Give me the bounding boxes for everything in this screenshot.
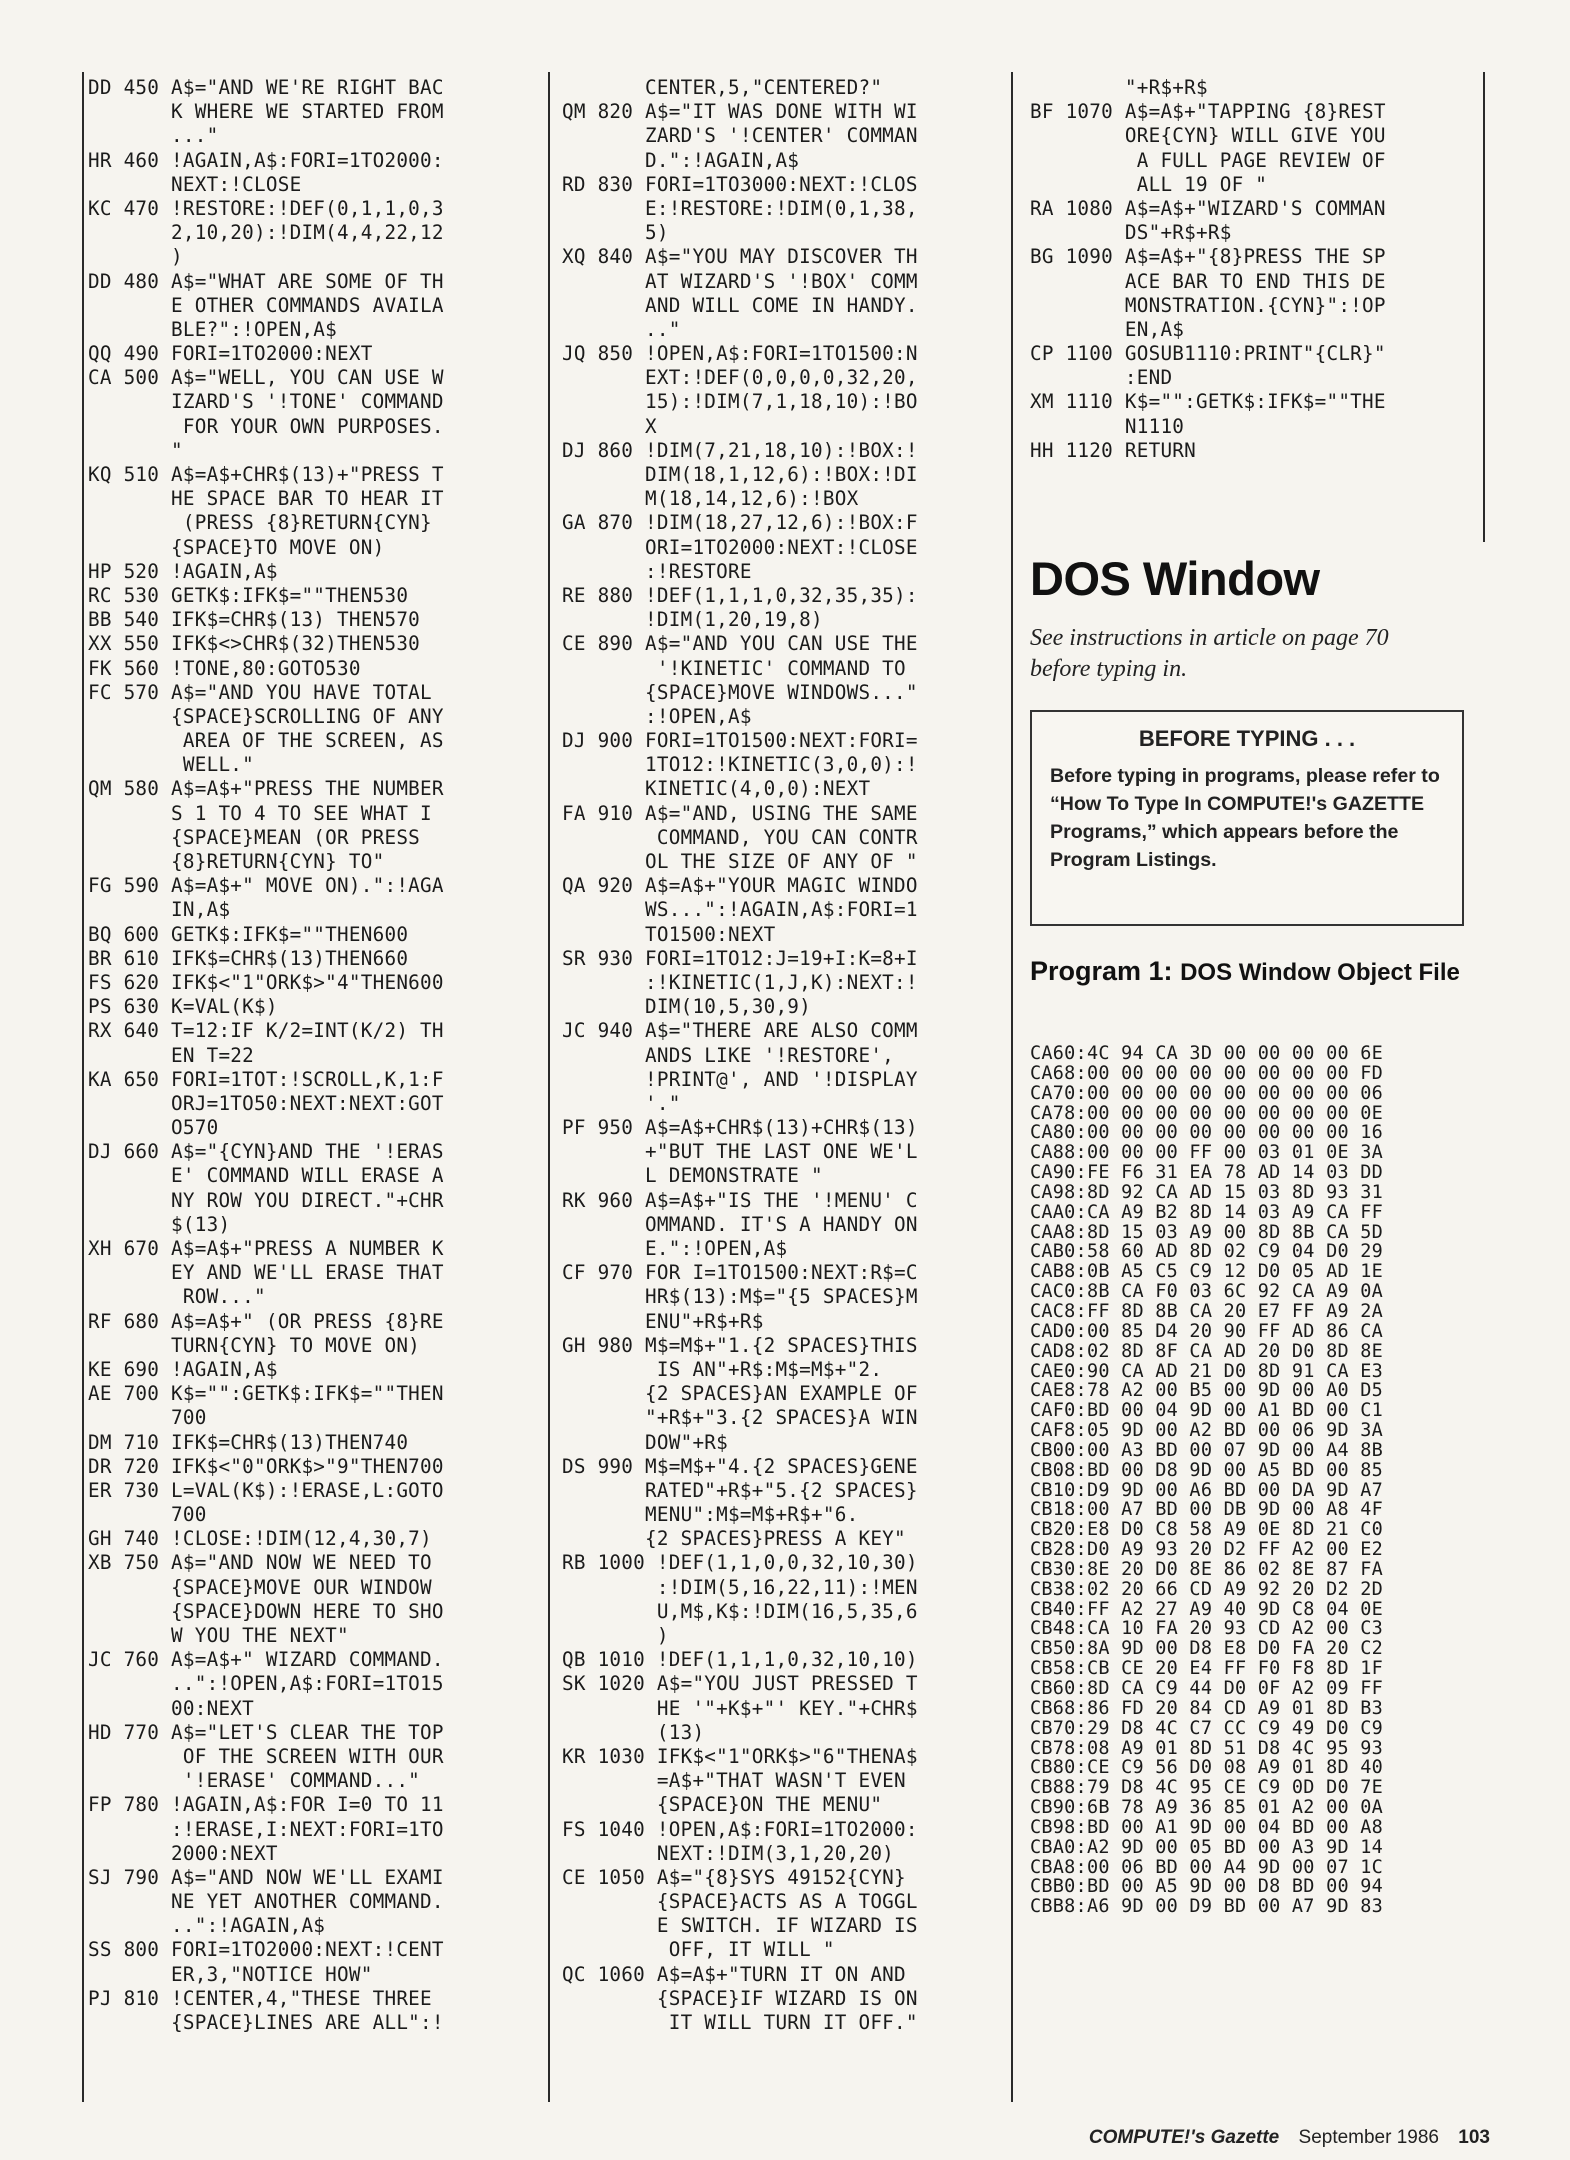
code-line: 700 — [88, 1503, 207, 1527]
code-line: DJ 900 FORI=1TO1500:NEXT:FORI= — [562, 729, 918, 753]
code-line: ANDS LIKE '!RESTORE', — [562, 1043, 895, 1067]
code-line: KQ 510 A$=A$+CHR$(13)+"PRESS T — [88, 463, 444, 486]
code-line: CBA0:A2 9D 00 05 BD 00 A3 9D 14 — [1030, 1837, 1384, 1858]
code-line: (PRESS {8}RETURN{CYN} — [88, 511, 432, 535]
code-line: ZARD'S '!CENTER' COMMAN — [562, 124, 918, 148]
code-line: KA 650 FORI=1TOT:!SCROLL,K,1:F — [88, 1067, 444, 1091]
code-line: SR 930 FORI=1TO12:J=19+I:K=8+I — [562, 946, 918, 970]
code-line: M(18,14,12,6):!BOX — [562, 487, 859, 511]
code-line: CA 500 A$="WELL, YOU CAN USE W — [88, 366, 444, 390]
code-line: BLE?":!OPEN,A$ — [88, 317, 338, 341]
before-typing-box — [1030, 710, 1464, 926]
code-line: ) — [562, 1624, 669, 1647]
code-line: IN,A$ — [88, 898, 231, 922]
code-line: :!KINETIC(1,J,K):NEXT:! — [562, 970, 918, 994]
code-line: 15):!DIM(7,1,18,10):!BO — [562, 390, 918, 414]
code-line: :!ERASE,I:NEXT:FORI=1TO — [88, 1817, 444, 1841]
code-line: OFF, IT WILL " — [562, 1938, 835, 1962]
code-line: N1110 — [1030, 414, 1185, 438]
code-line: COMMAND, YOU CAN CONTR — [562, 825, 918, 849]
code-line: CA98:8D 92 CA AD 15 03 8D 93 31 — [1030, 1182, 1384, 1203]
code-line: FG 590 A$=A$+" MOVE ON).":!AGA — [88, 874, 444, 898]
before-typing-body: Before typing in programs, please refer to “How To Type In COMPUTE!'s GAZETTE Programs,” which appears before the Program Listings. — [1050, 765, 1440, 871]
code-line: ORI=1TO2000:NEXT:!CLOSE — [562, 535, 918, 559]
code-line: FS 1040 !OPEN,A$:FORI=1TO2000: — [562, 1817, 918, 1841]
code-line: E OTHER COMMANDS AVAILA — [88, 293, 444, 317]
code-line: E:!RESTORE:!DIM(0,1,38, — [562, 196, 918, 220]
code-line: :!RESTORE — [562, 559, 752, 583]
code-line: HR 460 !AGAIN,A$:FORI=1TO2000: — [88, 148, 444, 172]
code-line: ..":!OPEN,A$:FORI=1TO15 — [88, 1672, 444, 1696]
code-line: E' COMMAND WILL ERASE A — [88, 1164, 444, 1188]
listing-column-3 — [1030, 76, 1480, 463]
code-line: CAC0:8B CA F0 03 6C 92 CA A9 0A — [1030, 1282, 1384, 1302]
code-line: L DEMONSTRATE " — [562, 1164, 823, 1188]
code-line: PF 950 A$=A$+CHR$(13)+CHR$(13) — [562, 1116, 918, 1140]
code-line: ER,3,"NOTICE HOW" — [88, 1962, 373, 1986]
code-line: CBA8:00 06 BD 00 A4 9D 00 07 1C — [1030, 1857, 1384, 1878]
code-line: HR$(13):M$="{5 SPACES}M — [562, 1285, 918, 1309]
code-line: KC 470 !RESTORE:!DEF(0,1,1,0,3 — [88, 196, 444, 220]
code-line: EY AND WE'LL ERASE THAT — [88, 1261, 444, 1285]
code-line: EN,A$ — [1030, 317, 1185, 341]
code-line: MENU":M$=M$+R$+"6. — [562, 1503, 859, 1527]
code-line: {SPACE}ACTS AS A TOGGL — [562, 1890, 918, 1914]
code-line: +"BUT THE LAST ONE WE'L — [562, 1140, 918, 1164]
code-line: CENTER,5,"CENTERED?" — [562, 76, 883, 99]
code-line: 700 — [88, 1406, 207, 1430]
footer-page-number: 103 — [1458, 2127, 1490, 2148]
code-line: :END — [1030, 366, 1173, 390]
code-line: {8}RETURN{CYN} TO" — [88, 850, 385, 873]
code-line: SS 800 FORI=1TO2000:NEXT:!CENT — [88, 1938, 444, 1962]
code-line: CA70:00 00 00 00 00 00 00 00 06 — [1030, 1083, 1384, 1104]
code-line: HP 520 !AGAIN,A$ — [88, 559, 278, 583]
code-line: FA 910 A$="AND, USING THE SAME — [562, 801, 918, 825]
code-line: CB98:BD 00 A1 9D 00 04 BD 00 A8 — [1030, 1817, 1384, 1838]
code-line: O570 — [88, 1116, 219, 1140]
column-rule-right — [1483, 72, 1485, 542]
code-line: FS 620 IFK$<"1"ORK$>"4"THEN600 — [88, 970, 444, 994]
code-line: CAB0:58 60 AD 8D 02 C9 04 D0 29 — [1030, 1242, 1384, 1263]
code-line: =A$+"THAT WASN'T EVEN — [562, 1769, 906, 1793]
code-line: CB88:79 D8 4C 95 CE C9 0D D0 7E — [1030, 1778, 1384, 1799]
code-line: QC 1060 A$=A$+"TURN IT ON AND — [562, 1962, 906, 1986]
code-line: FOR YOUR OWN PURPOSES. — [88, 414, 444, 438]
code-line: HD 770 A$="LET'S CLEAR THE TOP — [88, 1720, 444, 1744]
code-line: CB90:6B 78 A9 36 85 01 A2 00 0A — [1030, 1798, 1384, 1818]
code-line: DM 710 IFK$=CHR$(13)THEN740 — [88, 1430, 409, 1454]
code-line: ..." — [88, 124, 219, 148]
code-line: CAC8:FF 8D 8B CA 20 E7 FF A9 2A — [1030, 1301, 1384, 1322]
code-line: {SPACE}TO MOVE ON) — [88, 535, 385, 559]
code-line: CB10:D9 9D 00 A6 BD 00 DA 9D A7 — [1030, 1480, 1384, 1501]
code-line: QQ 490 FORI=1TO2000:NEXT — [88, 342, 373, 366]
code-line: QM 820 A$="IT WAS DONE WITH WI — [562, 100, 918, 124]
code-line: HE SPACE BAR TO HEAR IT — [88, 487, 444, 511]
code-line: CAA8:8D 15 03 A9 00 8D 8B CA 5D — [1030, 1222, 1384, 1243]
code-line: CB58:CB CE 20 E4 FF F0 F8 8D 1F — [1030, 1659, 1384, 1679]
code-line: CAD0:00 85 D4 20 90 FF AD 86 CA — [1030, 1321, 1384, 1342]
code-line: ORE{CYN} WILL GIVE YOU — [1030, 124, 1386, 148]
code-line: CA78:00 00 00 00 00 00 00 00 0E — [1030, 1103, 1384, 1124]
code-line: RE 880 !DEF(1,1,1,0,32,35,35): — [562, 583, 918, 607]
code-line: D.":!AGAIN,A$ — [562, 148, 800, 172]
code-line: CB00:00 A3 BD 00 07 9D 00 A4 8B — [1030, 1440, 1384, 1461]
code-line: PS 630 K=VAL(K$) — [88, 995, 278, 1019]
listing-column-2 — [562, 76, 1007, 2035]
code-line: ALL 19 OF " — [1030, 172, 1268, 196]
code-line: WELL." — [88, 753, 255, 777]
code-line: "+R$+"3.{2 SPACES}A WIN — [562, 1406, 918, 1430]
code-line: WS...":!AGAIN,A$:FORI=1 — [562, 898, 918, 922]
code-line: CAD8:02 8D 8F CA AD 20 D0 8D 8E — [1030, 1341, 1384, 1362]
code-line: ROW..." — [88, 1285, 266, 1309]
code-line: 1TO12:!KINETIC(3,0,0):! — [562, 753, 918, 777]
code-line: RC 530 GETK$:IFK$=""THEN530 — [88, 583, 409, 607]
code-line: !DIM(1,20,19,8) — [562, 608, 823, 632]
code-line: ..":!AGAIN,A$ — [88, 1914, 326, 1938]
code-line: "+R$+R$ — [1030, 76, 1208, 99]
code-line: SJ 790 A$="AND NOW WE'LL EXAMI — [88, 1865, 444, 1889]
listing-column-1 — [88, 76, 550, 2035]
code-line: CB18:00 A7 BD 00 DB 9D 00 A8 4F — [1030, 1500, 1384, 1521]
code-line: DD 480 A$="WHAT ARE SOME OF TH — [88, 269, 444, 293]
code-line: U,M$,K$:!DIM(16,5,35,6 — [562, 1599, 918, 1623]
code-line: CAB8:0B A5 C5 C9 12 D0 05 AD 1E — [1030, 1262, 1384, 1283]
code-line: IS AN"+R$:M$=M$+"2. — [562, 1357, 883, 1381]
code-line: {SPACE}IF WIZARD IS ON — [562, 1986, 918, 2010]
code-line: .." — [562, 317, 681, 341]
code-line: EXT:!DEF(0,0,0,0,32,20, — [562, 366, 918, 390]
code-line: QB 1010 !DEF(1,1,1,0,32,10,10) — [562, 1648, 918, 1672]
code-line: BQ 600 GETK$:IFK$=""THEN600 — [88, 922, 409, 946]
code-line: MONSTRATION.{CYN}":!OP — [1030, 293, 1386, 317]
code-line: 2,10,20):!DIM(4,4,22,12 — [88, 221, 444, 245]
code-line: CAF0:BD 00 04 9D 00 A1 BD 00 C1 — [1030, 1401, 1384, 1422]
code-line: {SPACE}SCROLLING OF ANY — [88, 704, 444, 728]
code-line: BF 1070 A$=A$+"TAPPING {8}REST — [1030, 100, 1386, 124]
code-line: CB48:CA 10 FA 20 93 CD A2 00 C3 — [1030, 1619, 1384, 1640]
code-line: DR 720 IFK$<"0"ORK$>"9"THEN700 — [88, 1454, 444, 1478]
code-line: HH 1120 RETURN — [1030, 438, 1197, 462]
code-line: A FULL PAGE REVIEW OF — [1030, 148, 1386, 172]
code-line: CAE0:90 CA AD 21 D0 8D 91 CA E3 — [1030, 1361, 1384, 1382]
code-line: BR 610 IFK$=CHR$(13)THEN660 — [88, 946, 409, 970]
instructions-line-1: See instructions in article on page 70 — [1030, 625, 1389, 651]
code-line: CB38:02 20 66 CD A9 92 20 D2 2D — [1030, 1579, 1384, 1600]
code-line: RX 640 T=12:IF K/2=INT(K/2) TH — [88, 1019, 444, 1043]
code-line: BG 1090 A$=A$+"{8}PRESS THE SP — [1030, 245, 1386, 269]
code-line: AND WILL COME IN HANDY. — [562, 293, 918, 317]
code-line: CB40:FF A2 27 A9 40 9D C8 04 0E — [1030, 1599, 1384, 1620]
code-line: CB60:8D CA C9 44 D0 0F A2 09 FF — [1030, 1679, 1384, 1699]
code-line: JC 940 A$="THERE ARE ALSO COMM — [562, 1019, 918, 1043]
code-line: KE 690 !AGAIN,A$ — [88, 1357, 278, 1381]
instructions-line-2: before typing in. — [1030, 656, 1188, 682]
code-line: GH 740 !CLOSE:!DIM(12,4,30,7) — [88, 1527, 432, 1551]
code-line: DS 990 M$=M$+"4.{2 SPACES}GENE — [562, 1454, 918, 1478]
code-line: DIM(10,5,30,9) — [562, 995, 812, 1019]
code-line: QM 580 A$=A$+"PRESS THE NUMBER — [88, 777, 444, 801]
code-line: BB 540 IFK$=CHR$(13) THEN570 — [88, 608, 421, 632]
code-line: CA60:4C 94 CA 3D 00 00 00 00 6E — [1030, 1044, 1384, 1064]
code-line: OL THE SIZE OF ANY OF " — [562, 850, 918, 873]
code-line: X — [562, 414, 657, 438]
code-line: OF THE SCREEN WITH OUR — [88, 1744, 444, 1768]
before-typing-title: BEFORE TYPING . . . — [1138, 726, 1356, 751]
code-line: (13) — [562, 1720, 705, 1744]
code-line: QA 920 A$=A$+"YOUR MAGIC WINDO — [562, 874, 918, 898]
code-line: CB08:BD 00 D8 9D 00 A5 BD 00 85 — [1030, 1460, 1384, 1481]
code-line: NE YET ANOTHER COMMAND. — [88, 1890, 444, 1914]
code-line: AT WIZARD'S '!BOX' COMM — [562, 269, 918, 293]
code-line: PJ 810 !CENTER,4,"THESE THREE — [88, 1986, 432, 2010]
code-line: KR 1030 IFK$<"1"ORK$>"6"THENA$ — [562, 1744, 918, 1768]
code-line: CBB8:A6 9D 00 D9 BD 00 A7 9D 83 — [1030, 1897, 1384, 1918]
code-line: TO1500:NEXT — [562, 922, 776, 946]
code-line: GH 980 M$=M$+"1.{2 SPACES}THIS — [562, 1333, 918, 1357]
program-1-label: Program 1: — [1030, 956, 1173, 986]
code-line: EN T=22 — [88, 1043, 255, 1067]
code-line: {SPACE}MOVE OUR WINDOW — [88, 1575, 432, 1599]
code-line: :!OPEN,A$ — [562, 704, 752, 728]
code-line: TURN{CYN} TO MOVE ON) — [88, 1333, 421, 1357]
code-line: CB80:CE C9 56 D0 08 A9 01 8D 40 — [1030, 1758, 1384, 1779]
code-line: NEXT:!DIM(3,1,20,20) — [562, 1841, 895, 1865]
code-line: JQ 850 !OPEN,A$:FORI=1TO1500:N — [562, 342, 918, 366]
code-line: CA80:00 00 00 00 00 00 00 00 16 — [1030, 1123, 1384, 1144]
code-line: W YOU THE NEXT" — [88, 1624, 349, 1647]
code-line: E SWITCH. IF WIZARD IS — [562, 1914, 918, 1938]
code-line: DJ 860 !DIM(7,21,18,10):!BOX:! — [562, 438, 918, 462]
column-rule-left — [82, 72, 84, 2102]
code-line: 2000:NEXT — [88, 1841, 278, 1865]
code-line: {SPACE}MEAN (OR PRESS — [88, 825, 421, 849]
code-line: {2 SPACES}PRESS A KEY" — [562, 1527, 906, 1551]
code-line: DIM(18,1,12,6):!BOX:!DI — [562, 463, 918, 486]
code-line: :!DIM(5,16,22,11):!MEN — [562, 1575, 918, 1599]
code-line: FK 560 !TONE,80:GOTO530 — [88, 656, 361, 680]
code-line: IT WILL TURN IT OFF." — [562, 2011, 918, 2034]
code-line: CA88:00 00 00 FF 00 03 01 0E 3A — [1030, 1143, 1384, 1164]
code-line: RF 680 A$=A$+" (OR PRESS {8}RE — [88, 1309, 444, 1333]
code-line: DS"+R$+R$ — [1030, 221, 1232, 245]
code-line: CP 1100 GOSUB1110:PRINT"{CLR}" — [1030, 342, 1386, 366]
code-line: RB 1000 !DEF(1,1,0,0,32,10,30) — [562, 1551, 918, 1575]
code-line: DJ 660 A$="{CYN}AND THE '!ERAS — [88, 1140, 444, 1164]
code-line: CB78:08 A9 01 8D 51 D8 4C 95 93 — [1030, 1738, 1384, 1759]
program-1-name: DOS Window Object File — [1180, 959, 1460, 986]
code-line: RA 1080 A$=A$+"WIZARD'S COMMAN — [1030, 196, 1386, 220]
code-line: ACE BAR TO END THIS DE — [1030, 269, 1386, 293]
code-line: K WHERE WE STARTED FROM — [88, 100, 444, 124]
code-line: " — [88, 438, 183, 462]
code-line: {2 SPACES}AN EXAMPLE OF — [562, 1382, 918, 1406]
code-line: IZARD'S '!TONE' COMMAND — [88, 390, 444, 414]
code-line: ORJ=1TO50:NEXT:NEXT:GOT — [88, 1091, 444, 1115]
code-line: XB 750 A$="AND NOW WE NEED TO — [88, 1551, 432, 1575]
column-rule-mid-2 — [1011, 72, 1013, 2102]
code-line: JC 760 A$=A$+" WIZARD COMMAND. — [88, 1648, 444, 1672]
program-1-title — [1030, 955, 1470, 989]
footer-magazine: COMPUTE!'s Gazette — [1088, 2127, 1280, 2148]
hex-dump-listing — [1030, 1044, 1470, 1917]
code-line: 5) — [562, 221, 669, 245]
code-line: AE 700 K$="":GETK$:IFK$=""THEN — [88, 1382, 444, 1406]
code-line: FC 570 A$="AND YOU HAVE TOTAL — [88, 680, 432, 704]
code-line: XM 1110 K$="":GETK$:IFK$=""THE — [1030, 390, 1386, 414]
code-line: HE '"+K$+"' KEY."+CHR$ — [562, 1696, 918, 1720]
code-line: CB68:86 FD 20 84 CD A9 01 8D B3 — [1030, 1698, 1384, 1719]
section-title: DOS Window — [1030, 552, 1320, 605]
code-line: !PRINT@', AND '!DISPLAY — [562, 1067, 918, 1091]
code-line: {SPACE}MOVE WINDOWS..." — [562, 680, 918, 704]
code-line: AREA OF THE SCREEN, AS — [88, 729, 444, 753]
code-line: $(13) — [88, 1212, 231, 1236]
page-footer — [1089, 2127, 1490, 2149]
code-line: CBB0:BD 00 A5 9D 00 D8 BD 00 94 — [1030, 1877, 1384, 1898]
code-line: CF 970 FOR I=1TO1500:NEXT:R$=C — [562, 1261, 918, 1285]
code-line: S 1 TO 4 TO SEE WHAT I — [88, 801, 432, 825]
code-line: XH 670 A$=A$+"PRESS A NUMBER K — [88, 1237, 444, 1260]
footer-date: September 1986 — [1298, 2127, 1440, 2148]
code-line: '!ERASE' COMMAND..." — [88, 1769, 421, 1793]
code-line: {SPACE}LINES ARE ALL":! — [88, 2011, 444, 2034]
code-line: CAE8:78 A2 00 B5 00 9D 00 A0 D5 — [1030, 1381, 1384, 1402]
code-line: DOW"+R$ — [562, 1430, 729, 1454]
code-line: XX 550 IFK$<>CHR$(32)THEN530 — [88, 632, 421, 656]
code-line: '." — [562, 1091, 681, 1115]
code-line: XQ 840 A$="YOU MAY DISCOVER TH — [562, 245, 918, 269]
code-line: DD 450 A$="AND WE'RE RIGHT BAC — [88, 76, 444, 99]
code-line: CB50:8A 9D 00 D8 E8 D0 FA 20 C2 — [1030, 1639, 1384, 1660]
code-line: ) — [88, 245, 183, 269]
code-line: ENU"+R$+R$ — [562, 1309, 764, 1333]
code-line: SK 1020 A$="YOU JUST PRESSED T — [562, 1672, 918, 1696]
code-line: CA68:00 00 00 00 00 00 00 00 FD — [1030, 1063, 1384, 1084]
code-line: CB70:29 D8 4C C7 CC C9 49 D0 C9 — [1030, 1718, 1384, 1739]
code-line: 00:NEXT — [88, 1696, 255, 1720]
code-line: CB20:E8 D0 C8 58 A9 0E 8D 21 C0 — [1030, 1520, 1384, 1541]
code-line: NEXT:!CLOSE — [88, 172, 302, 196]
code-line: CE 890 A$="AND YOU CAN USE THE — [562, 632, 918, 656]
code-line: ER 730 L=VAL(K$):!ERASE,L:GOTO — [88, 1478, 444, 1502]
code-line: RATED"+R$+"5.{2 SPACES} — [562, 1478, 918, 1502]
code-line: CAF8:05 9D 00 A2 BD 00 06 9D 3A — [1030, 1421, 1384, 1441]
code-line: CAA0:CA A9 B2 8D 14 03 A9 CA FF — [1030, 1202, 1384, 1223]
code-line: RD 830 FORI=1TO3000:NEXT:!CLOS — [562, 172, 918, 196]
code-line: CB28:D0 A9 93 20 D2 FF A2 00 E2 — [1030, 1540, 1384, 1560]
code-line: FP 780 !AGAIN,A$:FOR I=0 TO 11 — [88, 1793, 444, 1817]
code-line: '!KINETIC' COMMAND TO — [562, 656, 906, 680]
code-line: GA 870 !DIM(18,27,12,6):!BOX:F — [562, 511, 918, 535]
code-line: OMMAND. IT'S A HANDY ON — [562, 1212, 918, 1236]
code-line: CE 1050 A$="{8}SYS 49152{CYN} — [562, 1865, 906, 1889]
code-line: CB30:8E 20 D0 8E 86 02 8E 87 FA — [1030, 1559, 1384, 1580]
code-line: {SPACE}DOWN HERE TO SHO — [88, 1599, 444, 1623]
code-line: CA90:FE F6 31 EA 78 AD 14 03 DD — [1030, 1163, 1384, 1183]
code-line: RK 960 A$=A$+"IS THE '!MENU' C — [562, 1188, 918, 1212]
code-line: KINETIC(4,0,0):NEXT — [562, 777, 871, 801]
section-instructions — [1030, 623, 1470, 685]
code-line: E.":!OPEN,A$ — [562, 1237, 788, 1260]
code-line: {SPACE}ON THE MENU" — [562, 1793, 883, 1817]
code-line: NY ROW YOU DIRECT."+CHR — [88, 1188, 444, 1212]
